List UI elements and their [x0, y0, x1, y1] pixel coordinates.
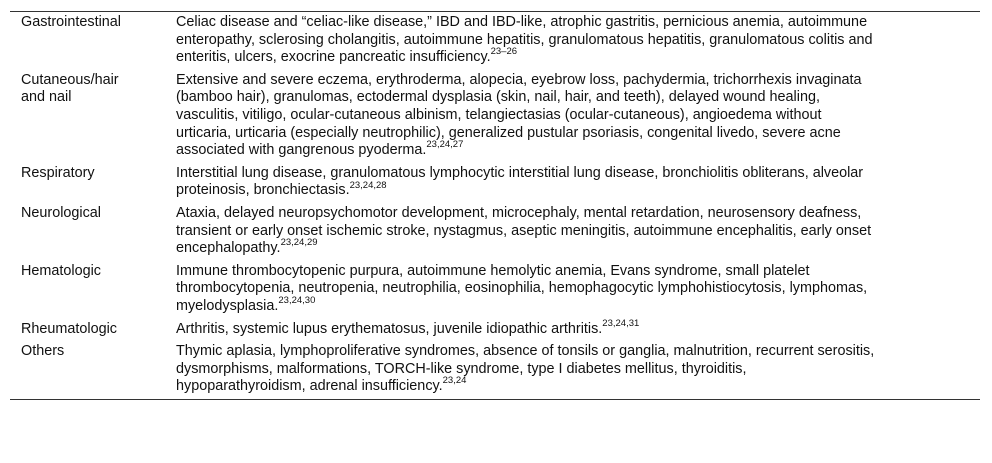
- reference-superscript: 23,24,30: [278, 295, 316, 307]
- description-line: enteritis, ulcers, exocrine pancreatic insufficiency.: [176, 49, 491, 66]
- category-cell: [10, 12, 166, 70]
- description-line: Arthritis, systemic lupus erythematosus, juvenile idiopathic arthritis.: [176, 320, 603, 337]
- description-cell: [166, 70, 980, 163]
- description-line: Thymic aplasia, lymphoproliferative syndromes, absence of tonsils or ganglia, malnutrition, recurrent serositis,: [176, 343, 875, 360]
- reference-superscript: 23,24,27: [426, 139, 464, 151]
- table-body: [10, 12, 980, 399]
- description-line: dysmorphisms, malformations, TORCH-like syndrome, type I diabetes mellitus, thyroiditis,: [176, 360, 747, 377]
- table-row: [10, 163, 980, 203]
- description-line: Ataxia, delayed neuropsychomotor development, microcephaly, mental retardation, neurosensory deafness,: [176, 204, 862, 221]
- reference-superscript: 23,24,28: [349, 179, 387, 191]
- category-cell: [10, 163, 166, 203]
- description-line: vasculitis, vitiligo, ocular-cutaneous albinism, telangiectasias (ocular-cutaneous), angioedema without: [176, 106, 822, 123]
- description-line: urticaria, urticaria (especially neutrophilic), generalized pustular psoriasis, congenital livedo, severe acne: [176, 124, 841, 141]
- description-line: transient or early onset ischemic stroke, nystagmus, aseptic meningitis, autoimmune encephalitis, early onset: [176, 222, 872, 239]
- description-cell: [166, 341, 980, 399]
- category-label: Rheumatologic: [21, 320, 117, 337]
- category-cell: [10, 70, 166, 163]
- description-line: (bamboo hair), granulomas, ectodermal dysplasia (skin, nail, hair, and teeth), delayed wound healing,: [176, 89, 820, 106]
- description-line: Interstitial lung disease, granulomatous lymphocytic interstitial lung disease, bronchiolitis obliterans, alveolar: [176, 164, 864, 181]
- description-cell: [166, 163, 980, 203]
- description-line: Celiac disease and “celiac-like disease,” IBD and IBD-like, atrophic gastritis, pernicious anemia, autoimmune: [176, 14, 868, 30]
- table-row: [10, 341, 980, 399]
- description-cell: [166, 203, 980, 261]
- reference-superscript: 23,24,29: [280, 237, 318, 249]
- category-cell: [10, 203, 166, 261]
- description-cell: [166, 319, 980, 342]
- category-cell: [10, 341, 166, 399]
- description-line: Extensive and severe eczema, erythroderma, alopecia, eyebrow loss, pachydermia, trichorrhexis invaginata: [176, 71, 862, 88]
- table-row: [10, 261, 980, 319]
- description-line: enteropathy, sclerosing cholangitis, autoimmune hepatitis, granulomatous hepatitis, granulomatous colitis and: [176, 31, 873, 48]
- table-row: [10, 319, 980, 342]
- category-label: Respiratory: [21, 164, 95, 181]
- description-line: proteinosis, bronchiectasis.: [176, 182, 350, 199]
- manifestations-table-grid: [10, 12, 980, 399]
- description-line: associated with gangrenous pyoderma.: [176, 142, 427, 159]
- category-label: Neurological: [21, 204, 101, 221]
- table-row: [10, 70, 980, 163]
- description-cell: [166, 261, 980, 319]
- category-label: Gastrointestinal: [21, 14, 121, 30]
- table-row: [10, 203, 980, 261]
- category-label: Cutaneous/hair: [21, 71, 119, 88]
- description-line: hypoparathyroidism, adrenal insufficiency.: [176, 378, 443, 395]
- category-label: and nail: [21, 89, 72, 106]
- table-row: [10, 12, 980, 70]
- reference-superscript: 23–26: [490, 46, 518, 58]
- manifestations-table: [10, 11, 980, 400]
- description-line: encephalopathy.: [176, 240, 281, 257]
- category-label: Others: [21, 343, 65, 360]
- category-cell: [10, 261, 166, 319]
- reference-superscript: 23,24: [442, 375, 467, 387]
- category-label: Hematologic: [21, 262, 101, 279]
- description-cell: [166, 12, 980, 70]
- description-line: thrombocytopenia, neutropenia, neutrophilia, eosinophilia, hemophagocytic lymphohistiocytosis, lymphomas,: [176, 280, 868, 297]
- description-line: myelodysplasia.: [176, 297, 279, 314]
- description-line: Immune thrombocytopenic purpura, autoimmune hemolytic anemia, Evans syndrome, small platelet: [176, 262, 810, 279]
- category-cell: [10, 319, 166, 342]
- reference-superscript: 23,24,31: [602, 317, 640, 329]
